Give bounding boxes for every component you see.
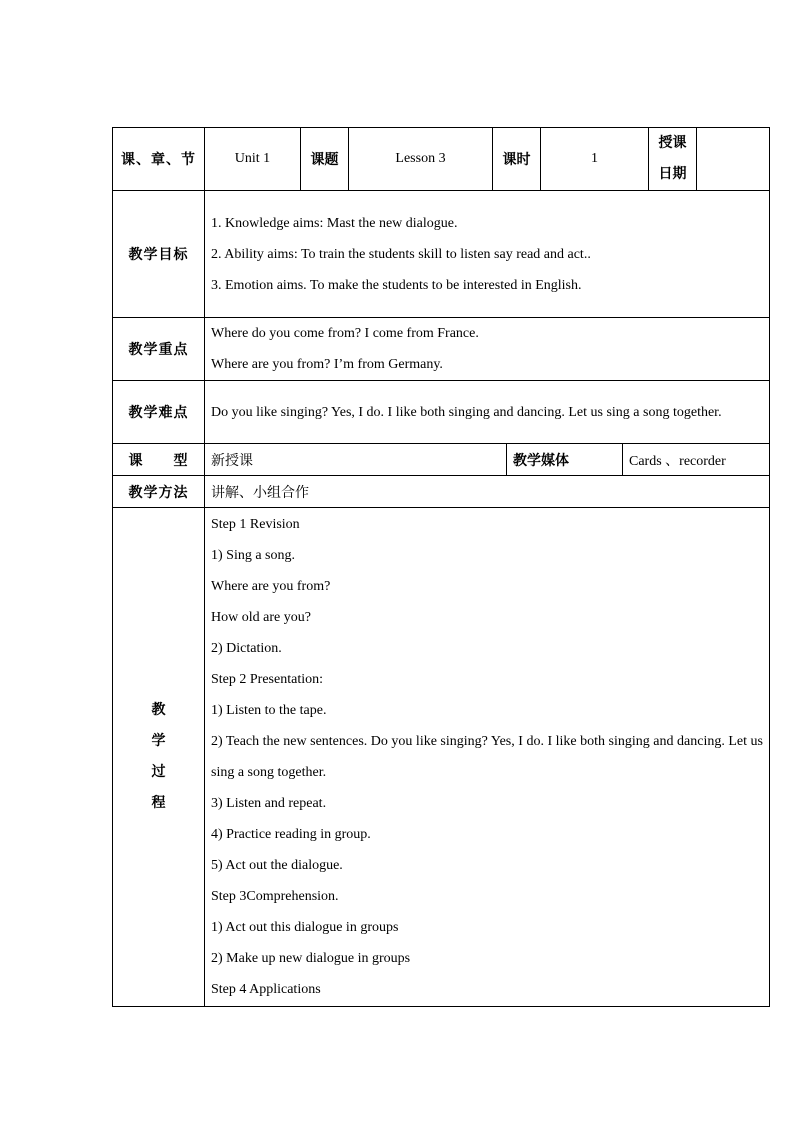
process-line: 2) Make up new dialogue in groups	[211, 951, 411, 966]
process-line: Step 2 Presentation:	[211, 672, 323, 687]
key-point-item: Where do you come from? I come from France.	[211, 326, 479, 341]
process-content	[205, 508, 770, 1007]
key-point-item: Where are you from? I’m from Germany.	[211, 357, 443, 372]
process-line: 1) Act out this dialogue in groups	[211, 920, 399, 935]
lesson-type-label: 课 型	[113, 444, 205, 476]
objectives-row	[113, 191, 770, 318]
date-value	[697, 128, 770, 191]
difficulties-row	[113, 381, 770, 444]
process-line: 1) Sing a song.	[211, 548, 295, 563]
process-line: 2) Dictation.	[211, 641, 282, 656]
process-line: Where are you from?	[211, 579, 331, 594]
process-line: 5) Act out the dialogue.	[211, 858, 343, 873]
difficulties-content: Do you like singing? Yes, I do. I like both singing and dancing. Let us sing a song together.	[205, 381, 770, 444]
date-label-line2: 日期	[658, 167, 687, 182]
objective-item: 3. Emotion aims. To make the students to be interested in English.	[211, 277, 582, 293]
process-label-char: 教	[151, 703, 166, 718]
process-line: Step 1 Revision	[211, 517, 300, 532]
method-row	[113, 476, 770, 508]
process-line: How old are you?	[211, 610, 311, 625]
process-line: 4) Practice reading in group.	[211, 827, 371, 842]
process-label	[113, 508, 205, 1007]
process-line: Step 4 Applications	[211, 982, 321, 997]
key-points-content	[205, 318, 770, 381]
method-label: 教学方法	[113, 476, 205, 508]
process-label-char: 程	[151, 796, 166, 811]
objective-item: 2. Ability aims: To train the students skill to listen say read and act..	[211, 246, 591, 262]
lesson-type-row	[113, 444, 770, 476]
lesson-value: Lesson 3	[349, 128, 493, 191]
process-label-char: 过	[151, 765, 166, 780]
media-value: Cards 、recorder	[623, 444, 770, 476]
header-row	[113, 128, 770, 191]
lesson-plan-table	[112, 127, 770, 1007]
process-label-char: 学	[151, 734, 166, 749]
key-points-label: 教学重点	[113, 318, 205, 381]
period-value: 1	[541, 128, 649, 191]
section-label: 课、章、节	[113, 128, 205, 191]
unit-value: Unit 1	[205, 128, 301, 191]
method-value: 讲解、小组合作	[205, 476, 770, 508]
objective-item: 1. Knowledge aims: Mast the new dialogue.	[211, 215, 458, 231]
process-row	[113, 508, 770, 1007]
process-line: 2) Teach the new sentences. Do you like singing? Yes, I do. I like both singing and dancing. Let us sing a song together.	[211, 734, 763, 780]
date-label	[649, 128, 697, 191]
lesson-plan-sheet	[112, 127, 769, 1007]
date-label-line1: 授课	[658, 136, 687, 151]
topic-label: 课题	[301, 128, 349, 191]
period-label: 课时	[493, 128, 541, 191]
process-line: Step 3Comprehension.	[211, 889, 339, 904]
objectives-label: 教学目标	[113, 191, 205, 318]
process-line: 3) Listen and repeat.	[211, 796, 327, 811]
lesson-type-value: 新授课	[205, 444, 507, 476]
process-line: 1) Listen to the tape.	[211, 703, 327, 718]
media-label: 教学媒体	[507, 444, 623, 476]
key-points-row	[113, 318, 770, 381]
objectives-content	[205, 191, 770, 318]
difficulties-label: 教学难点	[113, 381, 205, 444]
